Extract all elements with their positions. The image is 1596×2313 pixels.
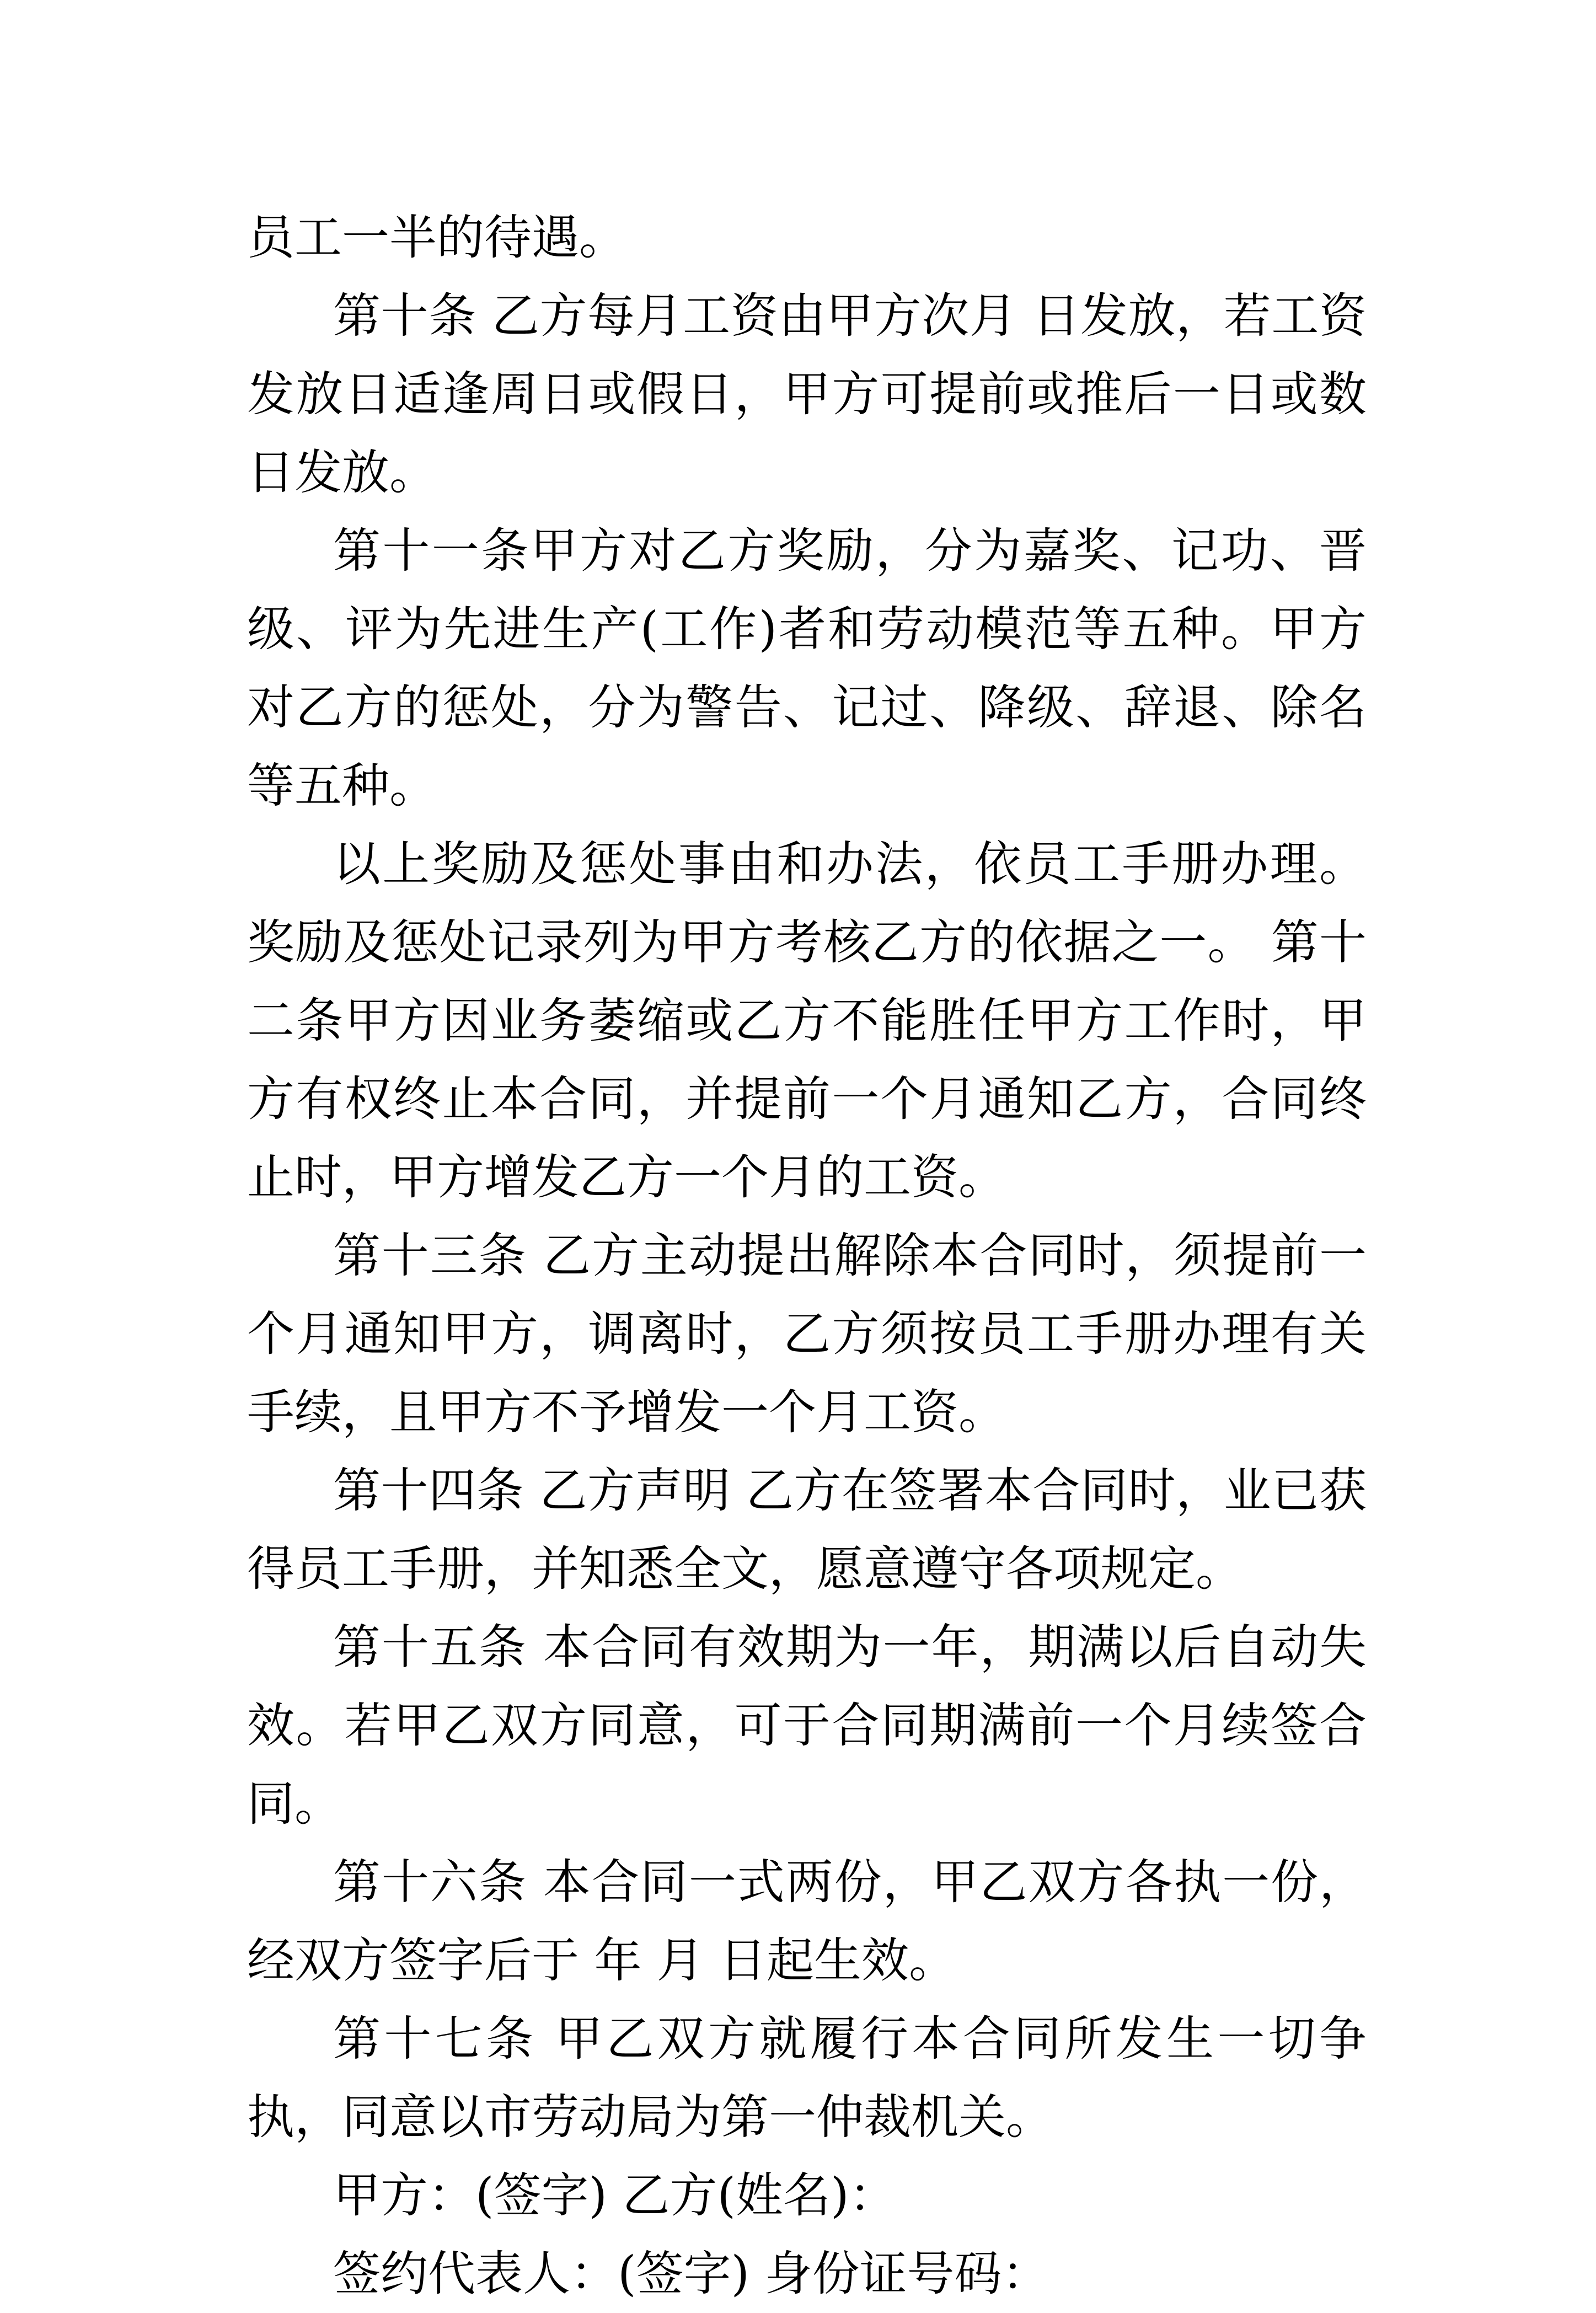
article-11-continued-article-12: 以上奖励及惩处事由和办法，依员工手册办理。奖励及惩处记录列为甲方考核乙方的依据之一。 第十二条甲方因业务萎缩或乙方不能胜任甲方工作时，甲方有权终止本合同，并提前一个月通知乙方，合同终止时，甲方增发乙方一个月的工资。 bbox=[247, 837, 1367, 1205]
article-10: 第十条 乙方每月工资由甲方次月 日发放，若工资发放日适逢周日或假日，甲方可提前或推后一日或数日发放。 bbox=[247, 288, 1367, 500]
contract-body bbox=[247, 199, 1367, 2313]
article-17: 第十七条 甲乙双方就履行本合同所发生一切争执，同意以市劳动局为第一仲裁机关。 bbox=[247, 2011, 1367, 2145]
article-14: 第十四条 乙方声明 乙方在签署本合同时，业已获得员工手册，并知悉全文，愿意遵守各项规定。 bbox=[247, 1463, 1367, 1597]
article-13: 第十三条 乙方主动提出解除本合同时，须提前一个月通知甲方，调离时，乙方须按员工手册办理有关手续，且甲方不予增发一个月工资。 bbox=[247, 1228, 1367, 1440]
article-16: 第十六条 本合同一式两份，甲乙双方各执一份，经双方签字后于 年 月 日起生效。 bbox=[247, 1855, 1367, 1988]
article-11: 第十一条甲方对乙方奖励，分为嘉奖、记功、晋级、评为先进生产(工作)者和劳动模范等五种。甲方对乙方的惩处，分为警告、记过、降级、辞退、除名等五种。 bbox=[247, 523, 1367, 813]
signature-line-party: 甲方：(签字) 乙方(姓名)： bbox=[333, 2168, 897, 2223]
article-15: 第十五条 本合同有效期为一年，期满以后自动失效。若甲乙双方同意，可于合同期满前一个月续签合同。 bbox=[247, 1620, 1367, 1832]
signature-line-representative: 签约代表人：(签字) 身份证号码： bbox=[333, 2246, 1049, 2301]
paragraph-continuation: 员工一半的待遇。 bbox=[247, 210, 626, 265]
